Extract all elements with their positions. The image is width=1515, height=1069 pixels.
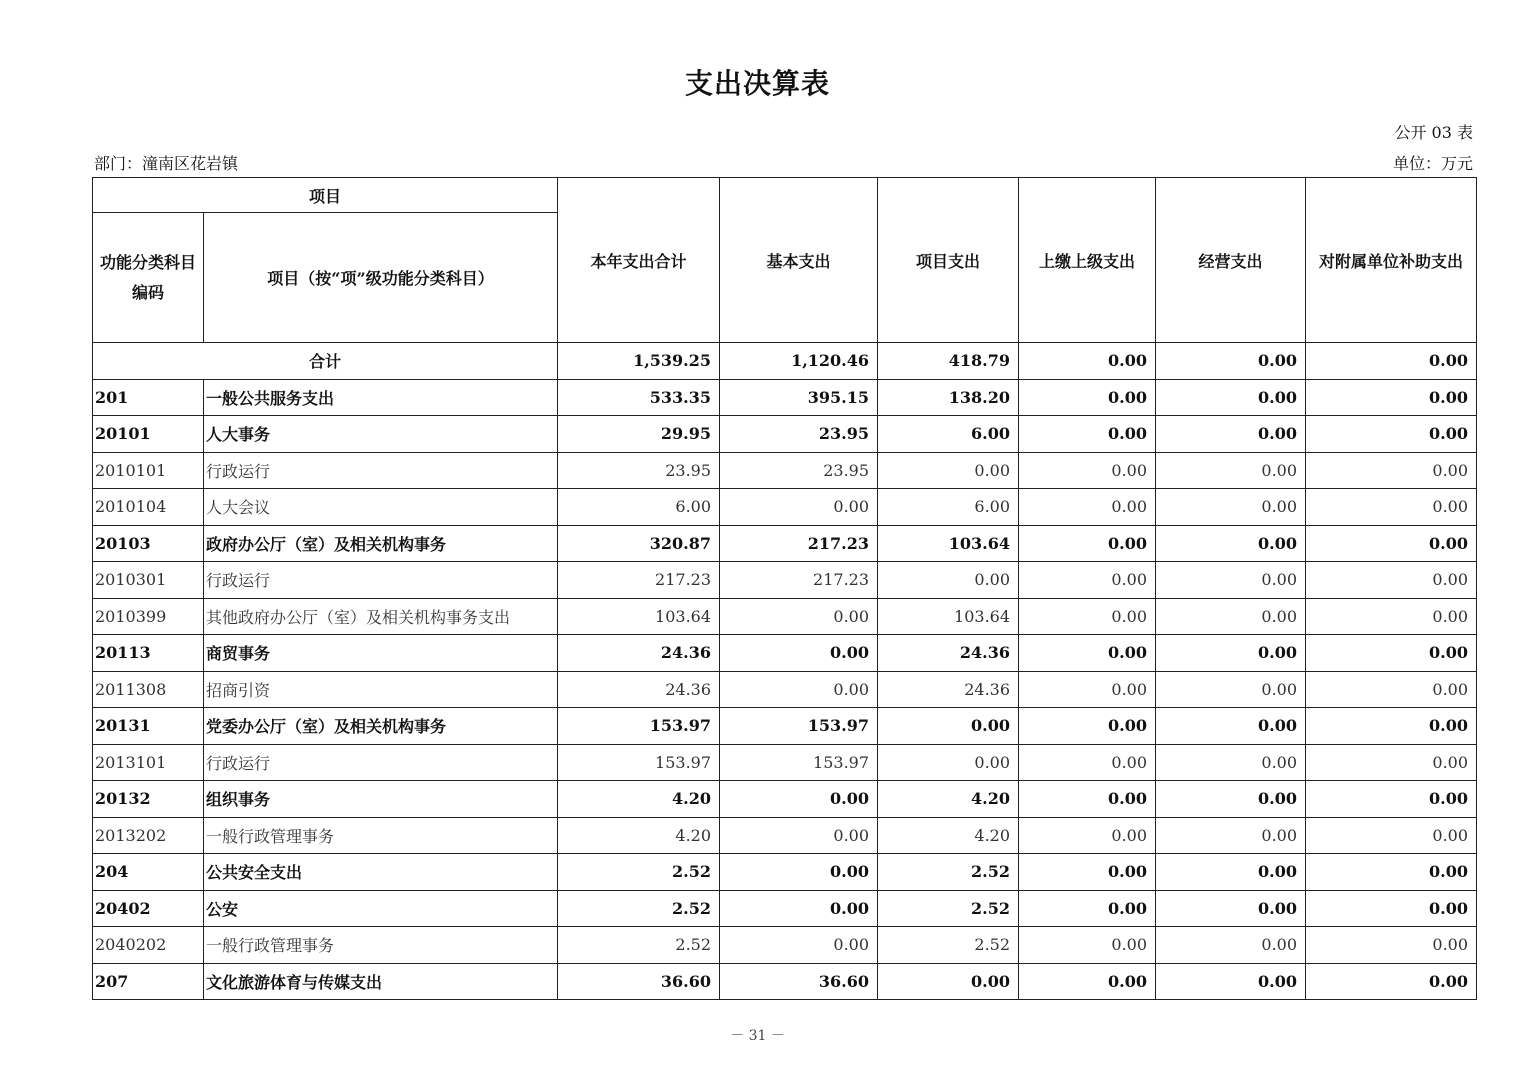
- row-value: 0.00: [1156, 708, 1306, 745]
- table-row: [93, 635, 1477, 672]
- header-col-basic: 基本支出: [720, 178, 878, 343]
- row-value: 0.00: [1156, 781, 1306, 818]
- row-value: 0.00: [1156, 635, 1306, 672]
- row-name: 一般公共服务支出: [204, 379, 558, 416]
- header-col-operating: 经营支出: [1156, 178, 1306, 343]
- row-value: 0.00: [1306, 963, 1477, 1000]
- unit-label: 单位：万元: [1392, 154, 1473, 173]
- row-value: 0.00: [1306, 854, 1477, 891]
- row-name: 政府办公厅（室）及相关机构事务: [204, 525, 558, 562]
- department-label: 部门：潼南区花岩镇: [94, 154, 239, 173]
- row-name: 人大事务: [204, 416, 558, 453]
- total-label: 合计: [93, 343, 558, 380]
- row-code: 20113: [93, 635, 204, 672]
- row-name: 招商引资: [204, 671, 558, 708]
- total-value: 1,539.25: [558, 343, 720, 380]
- row-name: 行政运行: [204, 452, 558, 489]
- row-value: 0.00: [1306, 489, 1477, 526]
- row-value: 0.00: [1306, 635, 1477, 672]
- row-code: 2013101: [93, 744, 204, 781]
- row-value: 0.00: [878, 562, 1019, 599]
- row-value: 0.00: [1156, 963, 1306, 1000]
- row-value: 0.00: [720, 598, 878, 635]
- row-name: 商贸事务: [204, 635, 558, 672]
- row-value: 0.00: [1306, 817, 1477, 854]
- row-value: 4.20: [558, 781, 720, 818]
- row-value: 0.00: [1156, 598, 1306, 635]
- row-name: 党委办公厅（室）及相关机构事务: [204, 708, 558, 745]
- row-value: 0.00: [1156, 854, 1306, 891]
- row-code: 207: [93, 963, 204, 1000]
- form-number: 公开 03 表: [1394, 123, 1473, 142]
- row-value: 0.00: [1156, 744, 1306, 781]
- row-value: 0.00: [1306, 598, 1477, 635]
- row-value: 2.52: [558, 890, 720, 927]
- total-value: 0.00: [1019, 343, 1156, 380]
- row-value: 0.00: [1156, 817, 1306, 854]
- row-name: 公共安全支出: [204, 854, 558, 891]
- row-name: 公安: [204, 890, 558, 927]
- row-name: 人大会议: [204, 489, 558, 526]
- row-value: 0.00: [878, 708, 1019, 745]
- row-value: 0.00: [1019, 963, 1156, 1000]
- row-value: 0.00: [1156, 562, 1306, 599]
- row-value: 0.00: [1306, 379, 1477, 416]
- row-value: 0.00: [1019, 452, 1156, 489]
- row-value: 23.95: [720, 416, 878, 453]
- row-value: 2.52: [878, 854, 1019, 891]
- row-value: 138.20: [878, 379, 1019, 416]
- row-code: 20132: [93, 781, 204, 818]
- table-row: [93, 598, 1477, 635]
- row-value: 0.00: [1156, 379, 1306, 416]
- row-value: 0.00: [1306, 708, 1477, 745]
- row-value: 2.52: [878, 890, 1019, 927]
- row-value: 4.20: [878, 781, 1019, 818]
- row-value: 2.52: [558, 854, 720, 891]
- row-value: 4.20: [558, 817, 720, 854]
- row-value: 0.00: [1156, 671, 1306, 708]
- row-value: 0.00: [1019, 635, 1156, 672]
- table-row: [93, 817, 1477, 854]
- row-name: 组织事务: [204, 781, 558, 818]
- row-value: 0.00: [1019, 817, 1156, 854]
- row-value: 0.00: [1019, 744, 1156, 781]
- row-value: 0.00: [1019, 708, 1156, 745]
- table-row: [93, 489, 1477, 526]
- row-value: 24.36: [878, 671, 1019, 708]
- row-code: 2013202: [93, 817, 204, 854]
- row-value: 533.35: [558, 379, 720, 416]
- row-name: 一般行政管理事务: [204, 927, 558, 964]
- row-value: 0.00: [1019, 416, 1156, 453]
- row-value: 0.00: [1019, 781, 1156, 818]
- row-value: 0.00: [1156, 416, 1306, 453]
- row-code: 2011308: [93, 671, 204, 708]
- header-code: 功能分类科目编码: [93, 213, 204, 343]
- row-value: 36.60: [720, 963, 878, 1000]
- table-row: [93, 744, 1477, 781]
- row-value: 2.52: [558, 927, 720, 964]
- row-value: 0.00: [720, 854, 878, 891]
- row-value: 0.00: [1019, 489, 1156, 526]
- row-value: 0.00: [720, 781, 878, 818]
- row-value: 23.95: [558, 452, 720, 489]
- row-name: 其他政府办公厅（室）及相关机构事务支出: [204, 598, 558, 635]
- row-value: 153.97: [558, 744, 720, 781]
- row-value: 6.00: [878, 489, 1019, 526]
- total-value: 0.00: [1156, 343, 1306, 380]
- row-value: 103.64: [878, 525, 1019, 562]
- row-value: 0.00: [720, 671, 878, 708]
- expenditure-table: [92, 177, 1477, 1000]
- row-value: 0.00: [1019, 562, 1156, 599]
- row-value: 0.00: [1019, 890, 1156, 927]
- table-row: [93, 416, 1477, 453]
- row-value: 24.36: [878, 635, 1019, 672]
- row-value: 320.87: [558, 525, 720, 562]
- table-row: [93, 379, 1477, 416]
- row-value: 0.00: [878, 963, 1019, 1000]
- row-code: 2040202: [93, 927, 204, 964]
- row-value: 0.00: [1306, 927, 1477, 964]
- table-row: [93, 781, 1477, 818]
- row-value: 0.00: [1306, 781, 1477, 818]
- row-value: 0.00: [1306, 416, 1477, 453]
- row-value: 24.36: [558, 635, 720, 672]
- header-project: 项目: [93, 178, 558, 213]
- row-value: 0.00: [1156, 489, 1306, 526]
- row-value: 0.00: [1156, 525, 1306, 562]
- row-value: 0.00: [720, 817, 878, 854]
- row-value: 29.95: [558, 416, 720, 453]
- table-row: [93, 890, 1477, 927]
- row-code: 20101: [93, 416, 204, 453]
- row-value: 153.97: [720, 744, 878, 781]
- row-value: 6.00: [558, 489, 720, 526]
- row-value: 153.97: [558, 708, 720, 745]
- row-value: 217.23: [558, 562, 720, 599]
- row-value: 0.00: [1306, 671, 1477, 708]
- table-row: [93, 708, 1477, 745]
- header-col-total: 本年支出合计: [558, 178, 720, 343]
- table-row: [93, 854, 1477, 891]
- row-value: 0.00: [878, 452, 1019, 489]
- header-col-project: 项目支出: [878, 178, 1019, 343]
- row-value: 36.60: [558, 963, 720, 1000]
- header-name: 项目（按“项”级功能分类科目）: [204, 213, 558, 343]
- row-value: 0.00: [1156, 890, 1306, 927]
- row-value: 103.64: [558, 598, 720, 635]
- table-row: [93, 562, 1477, 599]
- row-name: 行政运行: [204, 562, 558, 599]
- row-value: 103.64: [878, 598, 1019, 635]
- row-value: 6.00: [878, 416, 1019, 453]
- table-row: [93, 927, 1477, 964]
- row-value: 0.00: [720, 927, 878, 964]
- row-value: 0.00: [1306, 452, 1477, 489]
- row-code: 20402: [93, 890, 204, 927]
- table-row: [93, 963, 1477, 1000]
- row-value: 0.00: [1019, 854, 1156, 891]
- row-name: 文化旅游体育与传媒支出: [204, 963, 558, 1000]
- page-title: 支出决算表: [684, 67, 830, 100]
- total-value: 418.79: [878, 343, 1019, 380]
- row-value: 0.00: [720, 489, 878, 526]
- row-value: 0.00: [1306, 890, 1477, 927]
- page-number: － 31 －: [730, 1028, 785, 1044]
- row-code: 20131: [93, 708, 204, 745]
- row-value: 0.00: [1019, 525, 1156, 562]
- row-value: 153.97: [720, 708, 878, 745]
- row-value: 4.20: [878, 817, 1019, 854]
- row-value: 0.00: [1019, 927, 1156, 964]
- row-code: 201: [93, 379, 204, 416]
- row-value: 0.00: [878, 744, 1019, 781]
- table-row: [93, 525, 1477, 562]
- row-value: 0.00: [1019, 671, 1156, 708]
- row-code: 20103: [93, 525, 204, 562]
- row-name: 行政运行: [204, 744, 558, 781]
- row-value: 0.00: [1156, 452, 1306, 489]
- total-row: [93, 343, 1477, 380]
- header-col-subsidy: 对附属单位补助支出: [1306, 178, 1477, 343]
- row-value: 217.23: [720, 562, 878, 599]
- total-value: 0.00: [1306, 343, 1477, 380]
- row-value: 0.00: [720, 890, 878, 927]
- table-row: [93, 452, 1477, 489]
- row-name: 一般行政管理事务: [204, 817, 558, 854]
- row-code: 2010101: [93, 452, 204, 489]
- total-value: 1,120.46: [720, 343, 878, 380]
- row-value: 0.00: [1306, 562, 1477, 599]
- row-code: 2010399: [93, 598, 204, 635]
- row-value: 0.00: [720, 635, 878, 672]
- row-code: 2010301: [93, 562, 204, 599]
- header-col-remit: 上缴上级支出: [1019, 178, 1156, 343]
- table-row: [93, 671, 1477, 708]
- row-code: 2010104: [93, 489, 204, 526]
- row-value: 2.52: [878, 927, 1019, 964]
- row-value: 395.15: [720, 379, 878, 416]
- row-value: 0.00: [1306, 525, 1477, 562]
- row-value: 0.00: [1306, 744, 1477, 781]
- row-code: 204: [93, 854, 204, 891]
- row-value: 217.23: [720, 525, 878, 562]
- row-value: 0.00: [1019, 379, 1156, 416]
- row-value: 0.00: [1019, 598, 1156, 635]
- row-value: 24.36: [558, 671, 720, 708]
- row-value: 23.95: [720, 452, 878, 489]
- row-value: 0.00: [1156, 927, 1306, 964]
